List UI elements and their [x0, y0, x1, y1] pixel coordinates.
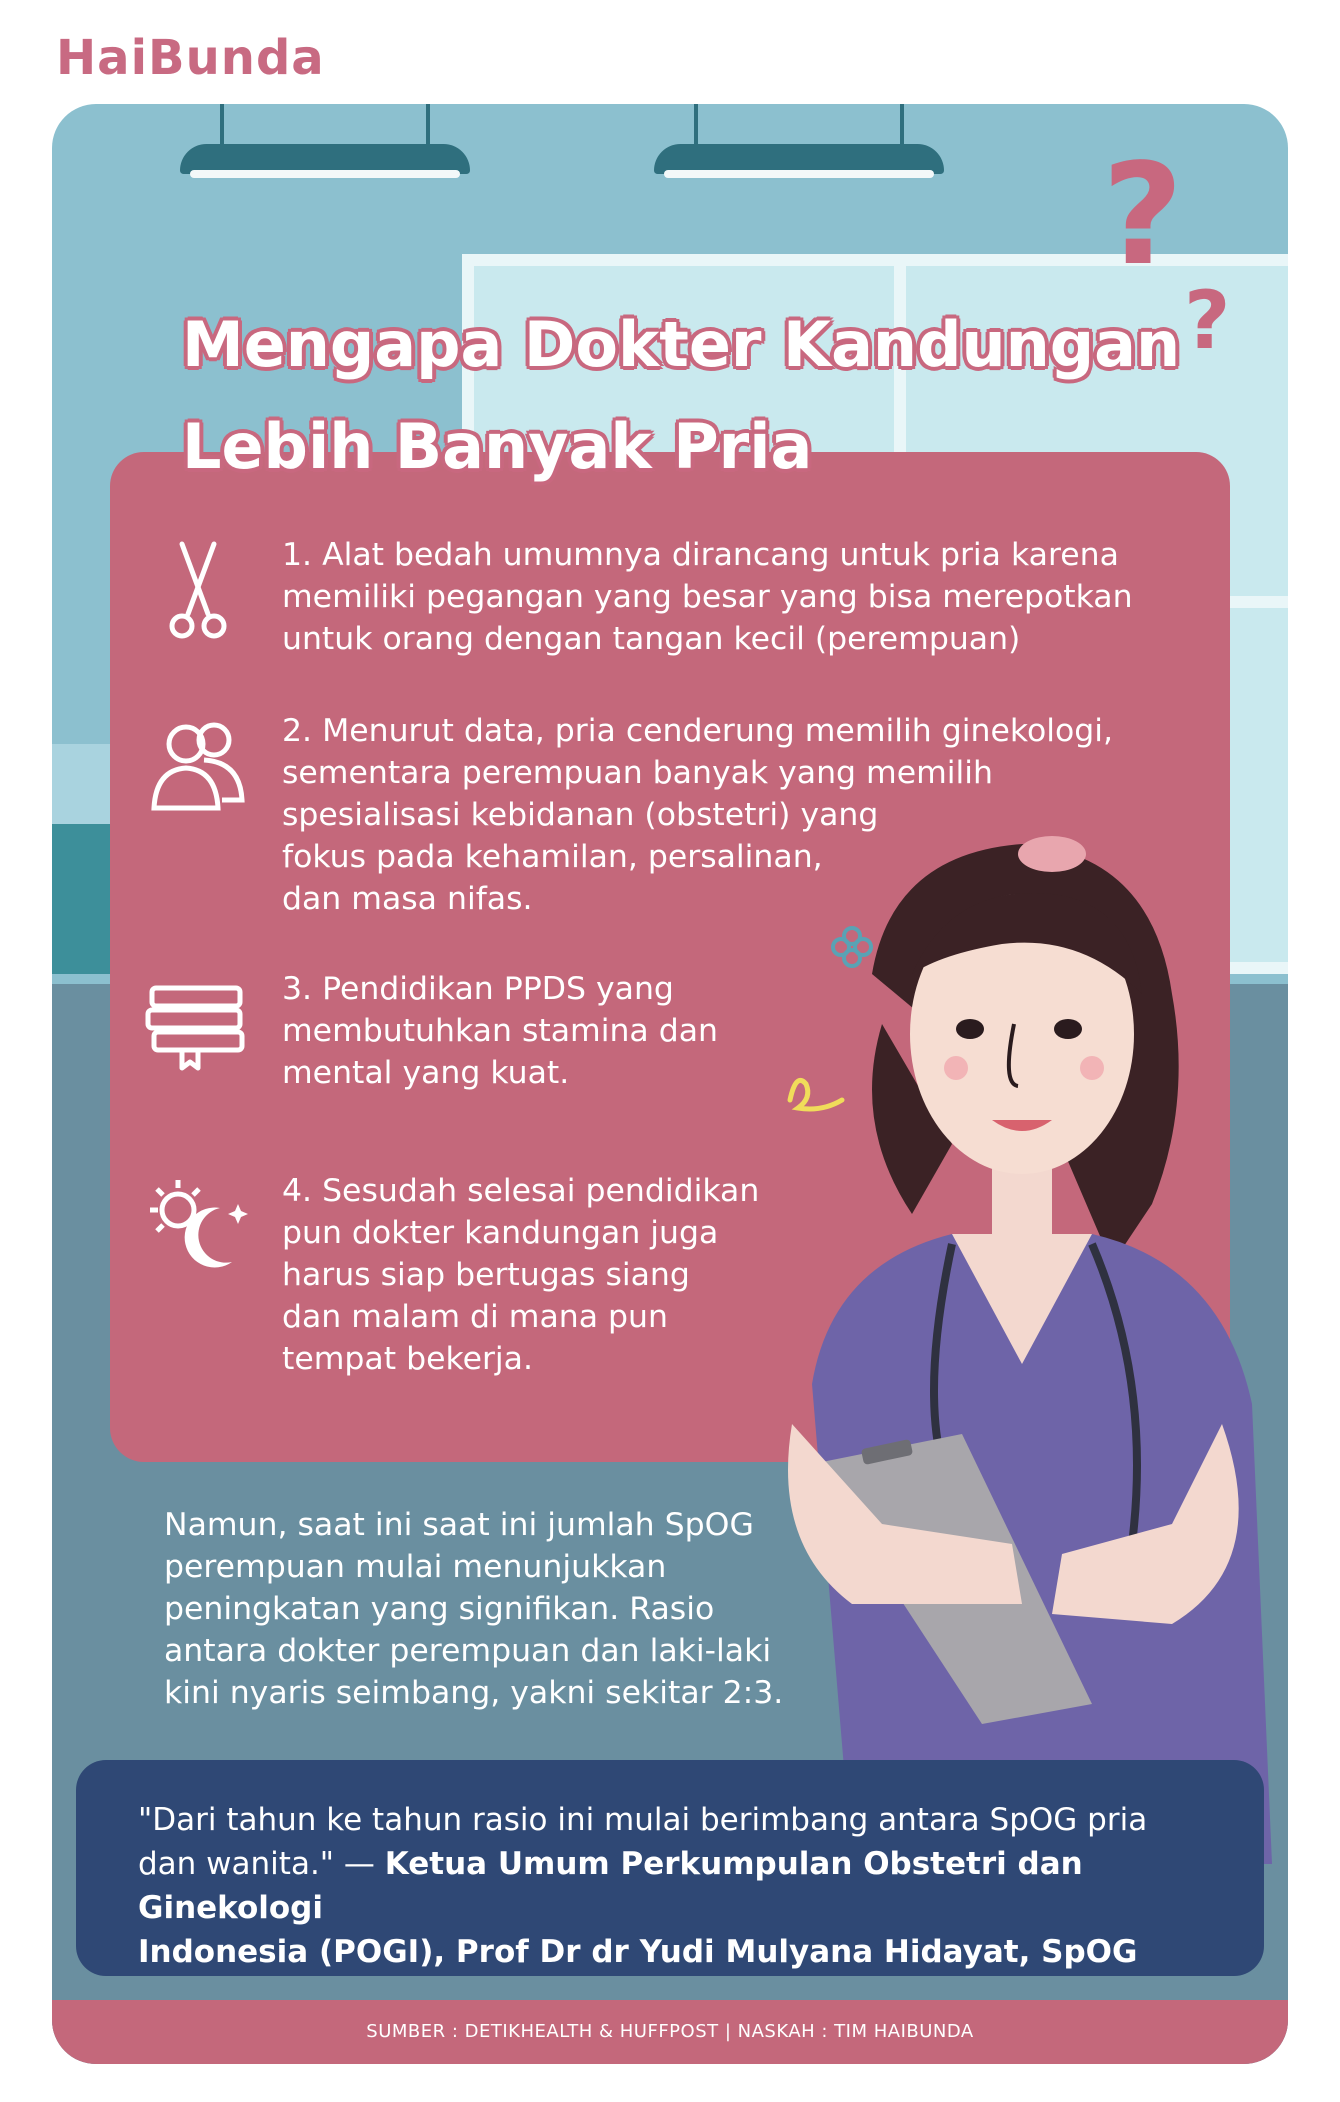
source-footer: SUMBER : DETIKHEALTH & HUFFPOST | NASKAH : TIM HAIBUNDA — [52, 2000, 1288, 2064]
reason-2: 2. Menurut data, pria cenderung memilih ginekologi, sementara perempuan banyak yang memilih spesialisasi kebidanan (obstetri) yang fokus pada kehamilan, persalinan, dan masa nifas. — [282, 713, 1113, 917]
quote-line-3: Indonesia (POGI), Prof Dr dr Yudi Mulyana Hidayat, SpOG — [138, 1934, 1138, 1970]
quote-line-1: "Dari tahun ke tahun rasio ini mulai berimbang antara SpOG pria — [138, 1802, 1148, 1838]
reason-3: 3. Pendidikan PPDS yang membutuhkan stamina dan mental yang kuat. — [282, 971, 719, 1091]
quote-box — [76, 1760, 1264, 1976]
flower-doodle-icon — [827, 922, 877, 972]
ceiling-lamp-right — [654, 104, 944, 174]
books-icon — [142, 968, 252, 1078]
page-title — [182, 294, 1182, 498]
reason-1: 1. Alat bedah umumnya dirancang untuk pria karena memiliki pegangan yang besar yang bisa merepotkan untuk orang dengan tangan kecil (perempuan) — [282, 537, 1133, 657]
sun-moon-icon — [142, 1170, 252, 1280]
doctors-icon — [142, 710, 252, 820]
question-mark-large-icon: ? — [1102, 134, 1184, 297]
title-line-2: Lebih Banyak Pria — [182, 410, 813, 483]
surgical-scissors-icon — [142, 534, 252, 644]
haibunda-logo: HaiBunda — [56, 30, 325, 86]
question-mark-small-icon: ? — [1184, 274, 1231, 367]
infographic-card — [52, 104, 1288, 2064]
swirl-doodle-icon — [782, 1064, 862, 1124]
ceiling-lamp-left — [180, 104, 470, 174]
title-line-1: Mengapa Dokter Kandungan — [182, 308, 1181, 381]
reason-4: 4. Sesudah selesai pendidikan pun dokter kandungan juga harus siap bertugas siang dan malam di mana pun tempat bekerja. — [282, 1173, 760, 1377]
ratio-paragraph: Namun, saat ini saat ini jumlah SpOG perempuan mulai menunjukkan peningkatan yang signifikan. Rasio antara dokter perempuan dan laki-laki kini nyaris seimbang, yakni sekitar 2:3. — [164, 1507, 784, 1711]
quote-line-2: dan wanita." — Ketua Umum Perkumpulan Obstetri dan Ginekologi — [138, 1846, 1083, 1926]
